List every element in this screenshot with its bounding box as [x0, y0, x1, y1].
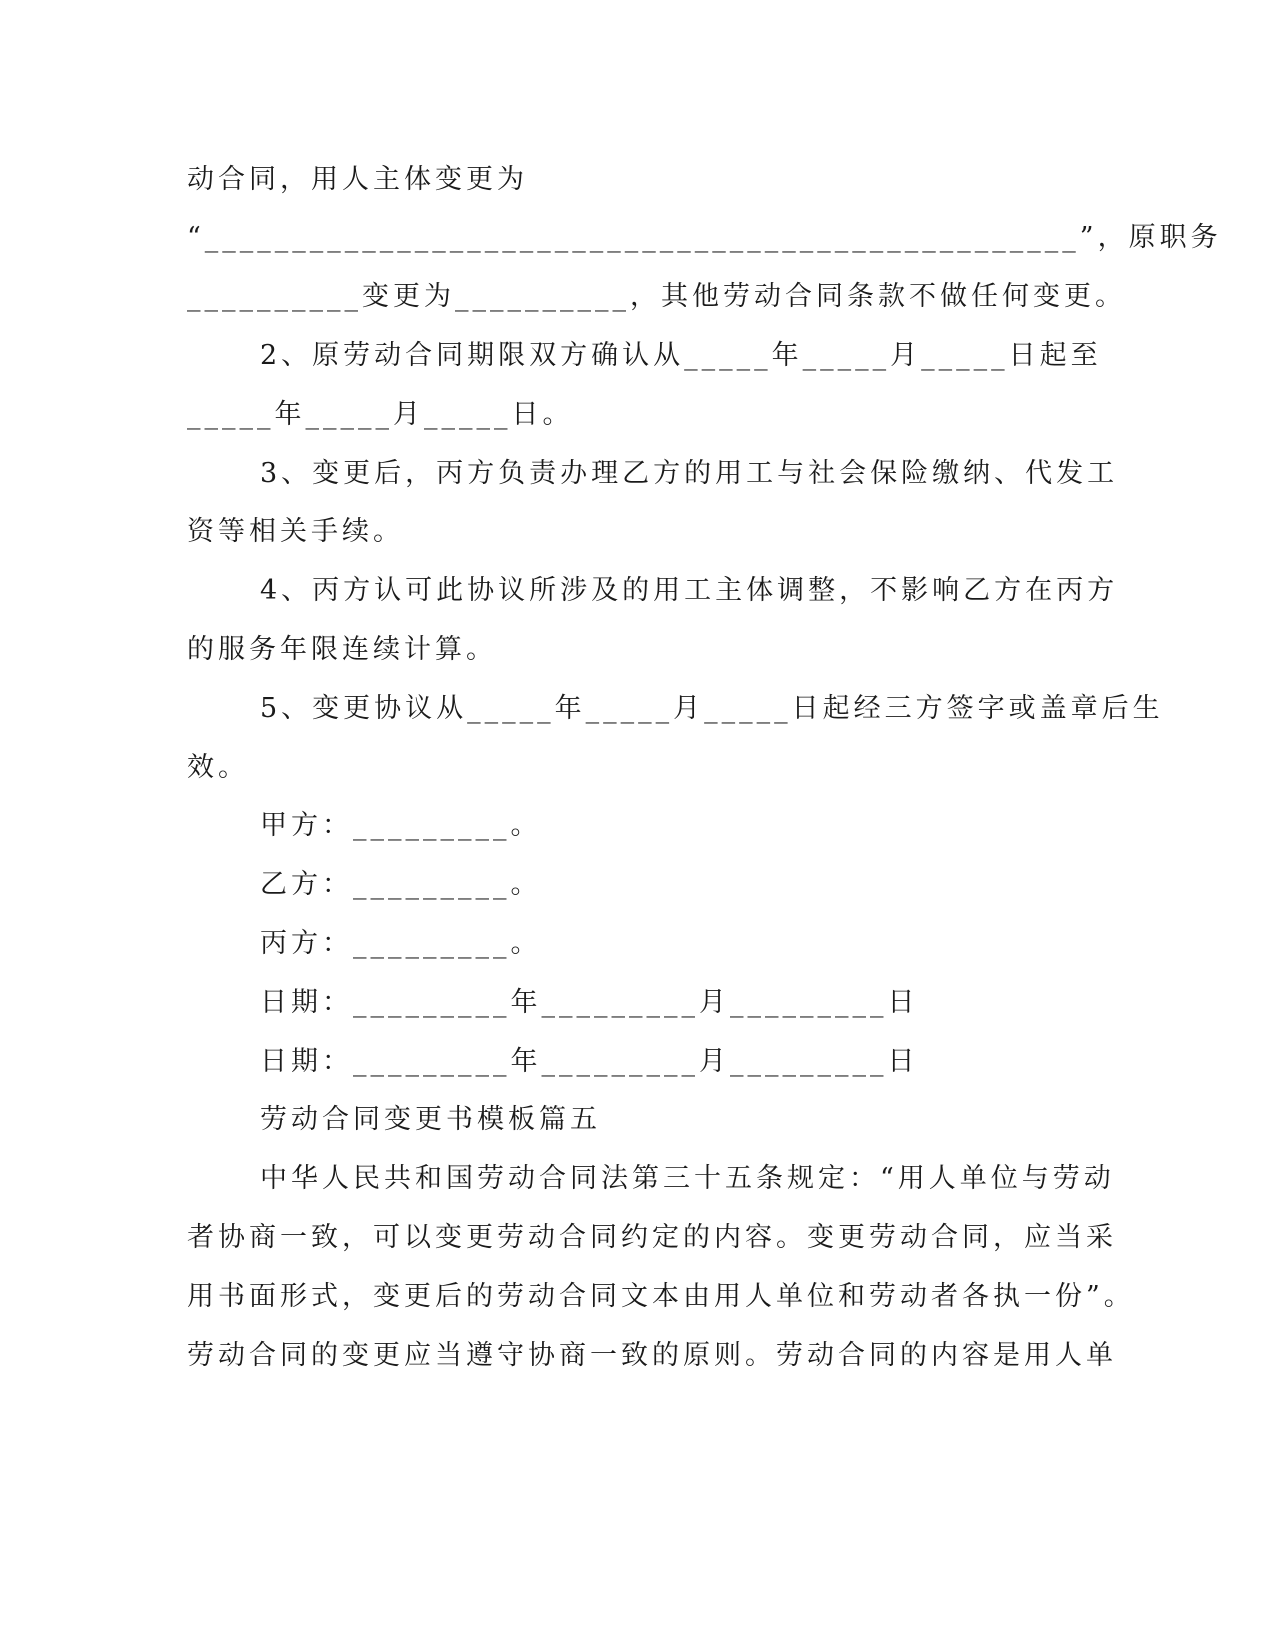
date-line-2: 日期：_________年_________月_________日 [260, 1046, 919, 1077]
text-line-3: __________变更为__________，其他劳动合同条款不做任何变更。 [187, 281, 1126, 312]
text-line-1: 动合同，用人主体变更为 [187, 164, 528, 195]
text-line-9: 的服务年限连续计算。 [187, 634, 497, 665]
text-line-11: 效。 [187, 752, 249, 783]
text-line-18: 中华人民共和国劳动合同法第三十五条规定：“用人单位与劳动 [260, 1163, 1115, 1194]
section-heading: 劳动合同变更书模板篇五 [260, 1104, 601, 1135]
text-line-20: 用书面形式，变更后的劳动合同文本由用人单位和劳动者各执一份”。 [187, 1281, 1135, 1312]
text-line-7: 资等相关手续。 [187, 516, 404, 547]
text-line-5: _____年_____月_____日。 [187, 399, 574, 430]
text-line-21: 劳动合同的变更应当遵守协商一致的原则。劳动合同的内容是用人单 [187, 1340, 1117, 1371]
text-line-2: “__________________________________________________”，原职务 [187, 222, 1222, 253]
signature-party-b: 乙方：_________。 [260, 869, 542, 900]
text-line-4: 2、原劳动合同期限双方确认从_____年_____月_____日起至 [260, 340, 1102, 371]
text-line-19: 者协商一致，可以变更劳动合同约定的内容。变更劳动合同，应当采 [187, 1222, 1117, 1253]
text-line-8: 4、丙方认可此协议所涉及的用工主体调整，不影响乙方在丙方 [260, 575, 1119, 606]
signature-party-a: 甲方：_________。 [260, 810, 542, 841]
date-line-1: 日期：_________年_________月_________日 [260, 987, 919, 1018]
signature-party-c: 丙方：_________。 [260, 928, 542, 959]
text-line-10: 5、变更协议从_____年_____月_____日起经三方签字或盖章后生 [260, 693, 1164, 724]
text-line-6: 3、变更后，丙方负责办理乙方的用工与社会保险缴纳、代发工 [260, 458, 1119, 489]
